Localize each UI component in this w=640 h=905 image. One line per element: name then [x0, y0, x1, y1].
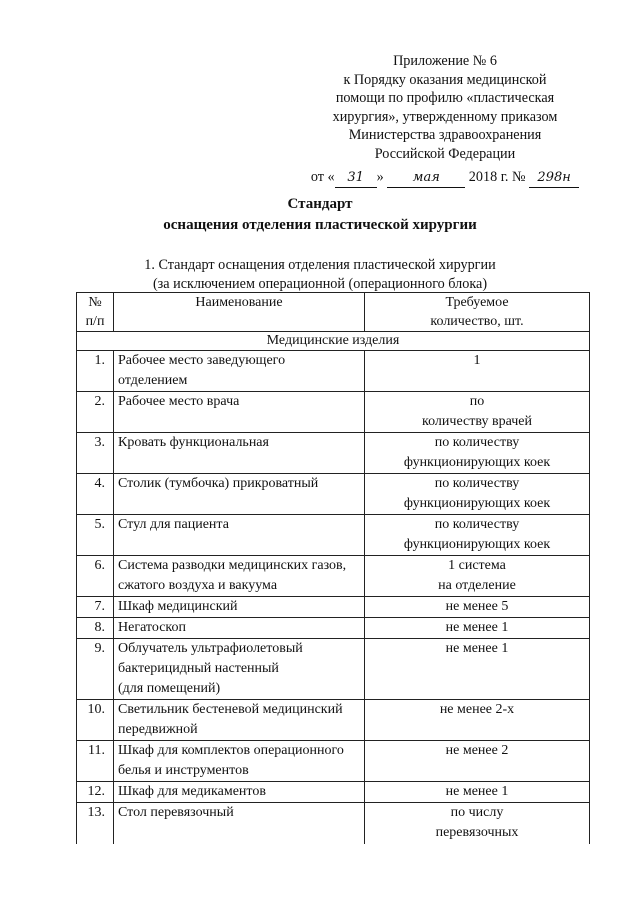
item-name: Облучатель ультрафиолетовый бактерицидный настенный (для помещений)	[114, 639, 365, 700]
item-name: Столик (тумбочка) прикроватный	[114, 474, 365, 515]
table-row	[77, 803, 590, 844]
item-quantity: не менее 1	[365, 782, 590, 803]
item-quantity: не менее 5	[365, 597, 590, 618]
handwritten-month: мая	[387, 169, 465, 189]
appendix-block	[300, 52, 590, 188]
table-row	[77, 515, 590, 556]
document-title: Стандарт	[287, 196, 353, 212]
row-number: 2.	[77, 392, 114, 433]
table-row	[77, 782, 590, 803]
item-name: Шкаф для комплектов операционного белья и инструментов	[114, 741, 365, 782]
table-row	[77, 741, 590, 782]
item-name: Светильник бестеневой медицинский передвижной	[114, 700, 365, 741]
row-number: 1.	[77, 351, 114, 392]
date-mid: »	[376, 168, 384, 185]
item-quantity: 1 система на отделение	[365, 556, 590, 597]
item-quantity: по количеству функционирующих коек	[365, 474, 590, 515]
order-date-line	[300, 168, 590, 189]
section-heading-note: (за исключением операционной (операционного блока)	[152, 275, 488, 292]
handwritten-order-number: 298н	[529, 169, 579, 189]
item-quantity: по числу перевязочных	[365, 803, 590, 844]
table-row	[77, 597, 590, 618]
table-body	[77, 351, 590, 844]
appendix-line: к Порядку оказания медицинской	[343, 71, 547, 88]
appendix-line: Министерства здравоохранения	[348, 127, 542, 144]
item-name: Стол перевязочный	[114, 803, 365, 844]
section-heading-line: 1. Стандарт оснащения отделения пластической хирургии	[144, 257, 496, 273]
item-name: Рабочее место врача	[114, 392, 365, 433]
header-qty: Требуемое количество, шт.	[365, 293, 590, 332]
table-row	[77, 351, 590, 392]
item-name: Стул для пациента	[114, 515, 365, 556]
appendix-line: Российской Федерации	[374, 145, 516, 162]
item-name: Шкаф медицинский	[114, 597, 365, 618]
row-number: 11.	[77, 741, 114, 782]
item-quantity: не менее 1	[365, 618, 590, 639]
header-name: Наименование	[114, 293, 365, 332]
item-name: Рабочее место заведующего отделением	[114, 351, 365, 392]
item-name: Шкаф для медикаментов	[114, 782, 365, 803]
table-row	[77, 700, 590, 741]
year-text: 2018 г. №	[468, 168, 526, 185]
equipment-table	[76, 292, 590, 844]
header-num: № п/п	[77, 293, 114, 332]
item-quantity: не менее 2	[365, 741, 590, 782]
item-quantity: 1	[365, 351, 590, 392]
item-quantity: не менее 1	[365, 639, 590, 700]
item-name: Кровать функциональная	[114, 433, 365, 474]
table-row	[77, 618, 590, 639]
table-row	[77, 556, 590, 597]
handwritten-day: 31	[335, 169, 377, 189]
item-name: Система разводки медицинских газов, сжатого воздуха и вакуума	[114, 556, 365, 597]
item-quantity: по количеству функционирующих коек	[365, 515, 590, 556]
row-number: 5.	[77, 515, 114, 556]
table-header-row	[77, 293, 590, 332]
row-number: 6.	[77, 556, 114, 597]
section-heading	[0, 256, 640, 293]
row-number: 4.	[77, 474, 114, 515]
row-number: 7.	[77, 597, 114, 618]
item-quantity: по количеству врачей	[365, 392, 590, 433]
table-section-row	[77, 332, 590, 351]
table-row	[77, 639, 590, 700]
section-label: Медицинские изделия	[77, 332, 590, 351]
row-number: 9.	[77, 639, 114, 700]
row-number: 10.	[77, 700, 114, 741]
row-number: 3.	[77, 433, 114, 474]
item-name: Негатоскоп	[114, 618, 365, 639]
appendix-line: хирургия», утвержденному приказом	[332, 108, 558, 125]
appendix-line: Приложение № 6	[393, 53, 497, 69]
row-number: 13.	[77, 803, 114, 844]
table-row	[77, 433, 590, 474]
item-quantity: не менее 2-х	[365, 700, 590, 741]
appendix-line: помощи по профилю «пластическая	[335, 90, 555, 107]
document-subtitle: оснащения отделения пластической хирургии	[163, 217, 477, 233]
item-quantity: по количеству функционирующих коек	[365, 433, 590, 474]
row-number: 8.	[77, 618, 114, 639]
date-prefix: от «	[310, 168, 335, 185]
row-number: 12.	[77, 782, 114, 803]
table-row	[77, 474, 590, 515]
table-row	[77, 392, 590, 433]
